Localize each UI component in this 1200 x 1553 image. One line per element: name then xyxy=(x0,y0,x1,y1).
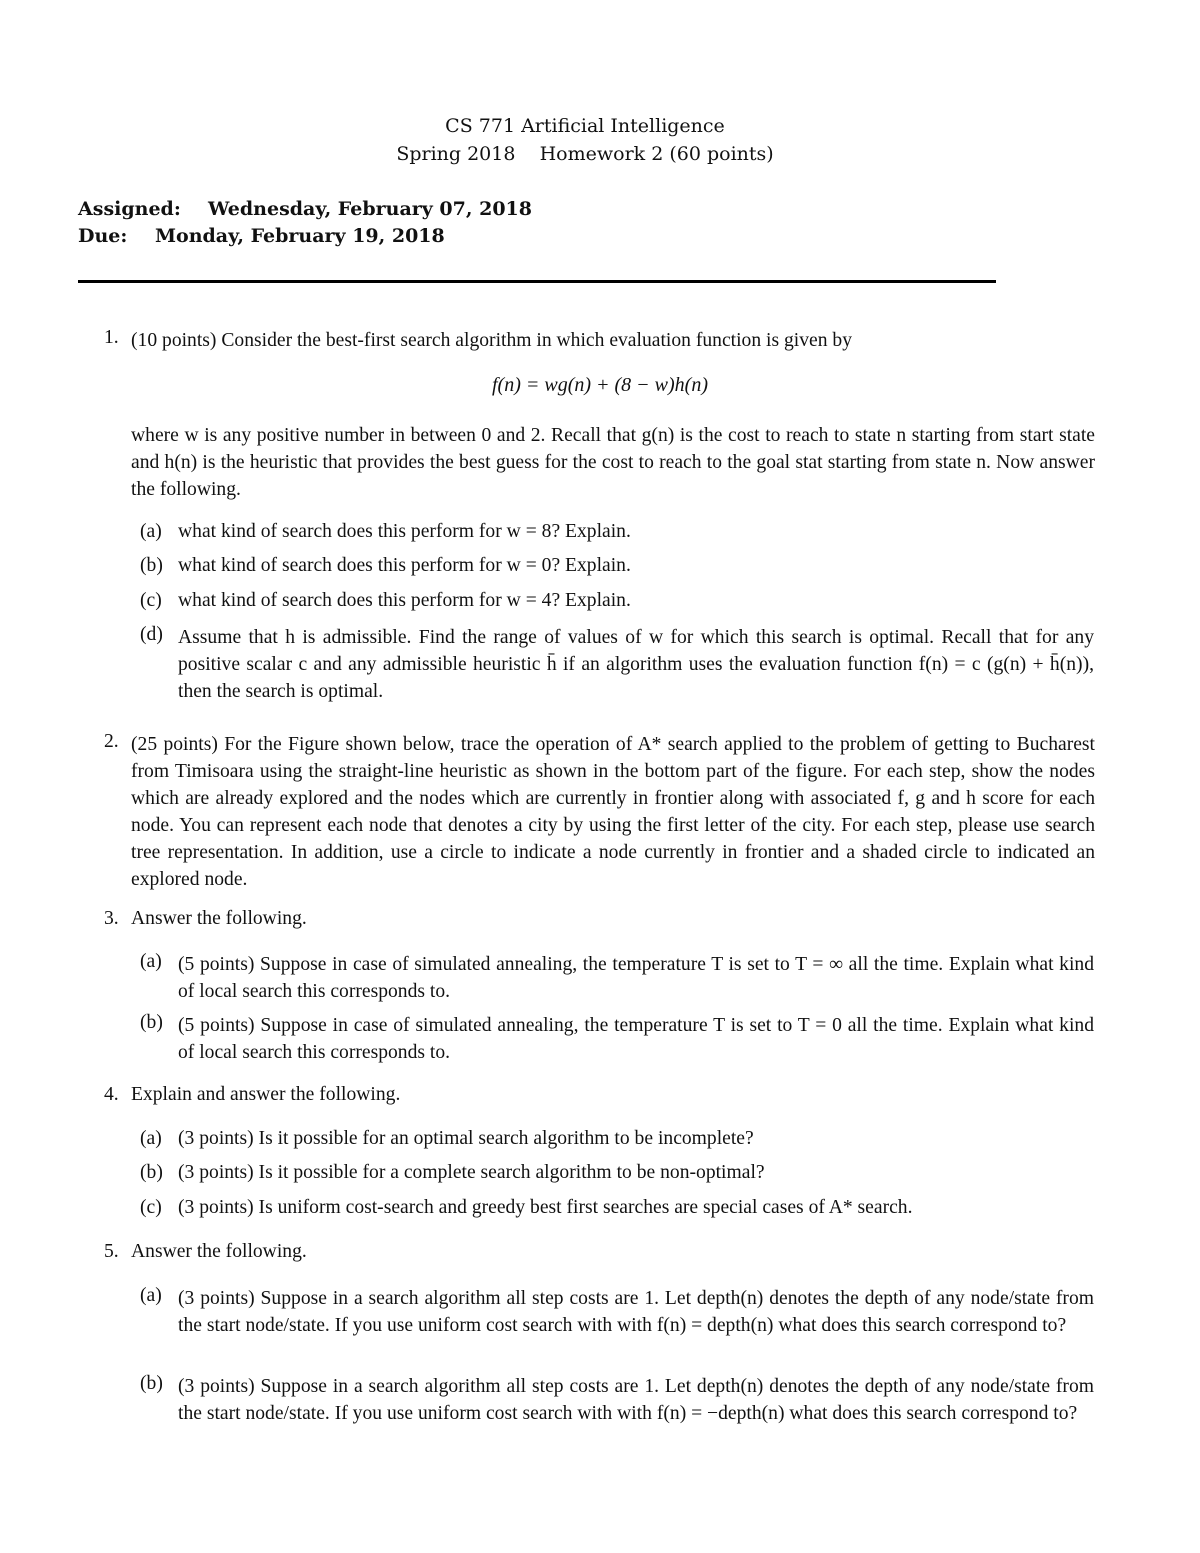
course-title: CS 771 Artificial Intelligence xyxy=(445,115,725,137)
q2-number: 2. xyxy=(104,731,119,752)
q1-number: 1. xyxy=(104,327,119,348)
q5-b-label: (b) xyxy=(140,1373,163,1394)
q1-c-label: (c) xyxy=(140,590,162,611)
q5-intro: Answer the following. xyxy=(131,1241,307,1262)
header-divider xyxy=(78,280,996,283)
q1-intro: (10 points) Consider the best-first search algorithm in which evaluation function is given by xyxy=(131,330,853,351)
q3-a-label: (a) xyxy=(140,951,162,972)
homework-subtitle: Spring 2018 Homework 2 (60 points) xyxy=(396,143,774,165)
q1-equation: f(n) = wg(n) + (8 − w)h(n) xyxy=(491,374,708,396)
q1-b-text: what kind of search does this perform for w = 0? Explain. xyxy=(178,555,631,576)
q4-c-text: (3 points) Is uniform cost-search and greedy best first searches are special cases of A* search. xyxy=(178,1197,913,1218)
q1-a-label: (a) xyxy=(140,521,162,542)
q3-number: 3. xyxy=(104,908,119,929)
q4-a-label: (a) xyxy=(140,1128,162,1149)
q1-d-label: (d) xyxy=(140,624,163,645)
assigned-date: Wednesday, February 07, 2018 xyxy=(208,198,532,220)
assigned-line xyxy=(78,198,532,220)
due-label: Due: xyxy=(78,225,128,247)
q4-c-label: (c) xyxy=(140,1197,162,1218)
q1-b-label: (b) xyxy=(140,555,163,576)
due-line xyxy=(78,225,445,247)
q3-a-text: (5 points) Suppose in case of simulated annealing, the temperature T is set to T = ∞ all the time. Explain what kind of local search this corresponds to. xyxy=(178,954,1094,1002)
q5-a-text: (3 points) Suppose in a search algorithm all step costs are 1. Let depth(n) denotes the depth of any node/state from the start node/state. If you use uniform cost search with with f(n) = depth(n) what does this search correspond to? xyxy=(178,1288,1094,1336)
q3-b-text: (5 points) Suppose in case of simulated annealing, the temperature T is set to T = 0 all the time. Explain what kind of local search this corresponds to. xyxy=(178,1015,1094,1063)
due-date: Monday, February 19, 2018 xyxy=(155,225,445,247)
q4-number: 4. xyxy=(104,1084,119,1105)
q4-a-text: (3 points) Is it possible for an optimal search algorithm to be incomplete? xyxy=(178,1128,754,1149)
q5-number: 5. xyxy=(104,1241,119,1262)
q4-intro: Explain and answer the following. xyxy=(131,1084,401,1105)
assigned-label: Assigned: xyxy=(78,198,181,220)
q1-d-text: Assume that h is admissible. Find the range of values of w for which this search is optimal. Recall that for any positive scalar c and any admissible heuristic h̄ if an algorithm uses the evaluation function f(n) = c (g(n) + h̄(n)), then the search is optimal. xyxy=(178,627,1094,702)
q3-intro: Answer the following. xyxy=(131,908,307,929)
q2-body: (25 points) For the Figure shown below, trace the operation of A* search applied to the problem of getting to Bucharest from Timisoara using the straight-line heuristic as shown in the bottom part of the figure. For each step, show the nodes which are already explored and the nodes which are currently in frontier along with associated f, g and h score for each node. You can represent each node that denotes a city by using the first letter of the city. For each step, please use search tree representation. In addition, use a circle to indicate a node currently in frontier and a shaded circle to indicated an explored node. xyxy=(131,734,1095,890)
q4-b-label: (b) xyxy=(140,1162,163,1183)
q5-b-text: (3 points) Suppose in a search algorithm all step costs are 1. Let depth(n) denotes the depth of any node/state from the start node/state. If you use uniform cost search with with f(n) = −depth(n) what does this search correspond to? xyxy=(178,1376,1094,1424)
q1-c-text: what kind of search does this perform for w = 4? Explain. xyxy=(178,590,631,611)
q4-b-text: (3 points) Is it possible for a complete search algorithm to be non-optimal? xyxy=(178,1162,765,1183)
q1-a-text: what kind of search does this perform for w = 8? Explain. xyxy=(178,521,631,542)
q1-body: where w is any positive number in between 0 and 2. Recall that g(n) is the cost to reach to state n starting from start state and h(n) is the heuristic that provides the best guess for the cost to reach to the goal stat starting from state n. Now answer the following. xyxy=(131,425,1095,500)
q3-b-label: (b) xyxy=(140,1012,163,1033)
q5-a-label: (a) xyxy=(140,1285,162,1306)
